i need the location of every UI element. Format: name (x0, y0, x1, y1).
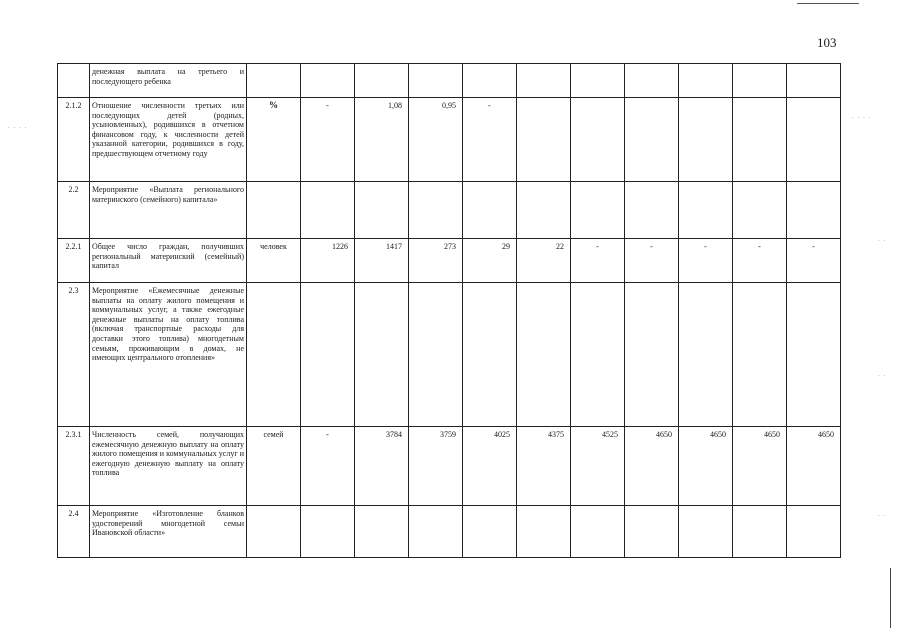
value-cell (679, 182, 733, 239)
value-cell (355, 64, 409, 98)
row-description: Мероприятие «Ежемесячные денежные выплаты на оплату жилого помещения и коммунальных услуг, а также ежегодные денежные выплаты на оплату топлива (включая транспортные расходы для доставки этого топлива) многодетным семьям, проживающим в домах, не имеющих центрального отопления» (90, 283, 247, 427)
value-cell (625, 98, 679, 182)
value-cell: 4650 (625, 427, 679, 506)
row-number: 2.4 (58, 506, 90, 558)
value-cell (409, 283, 463, 427)
value-cell (679, 98, 733, 182)
value-cell (571, 64, 625, 98)
row-unit: человек (247, 239, 301, 283)
row-number: 2.3.1 (58, 427, 90, 506)
value-cell: - (571, 239, 625, 283)
value-cell (571, 283, 625, 427)
value-cell: 4650 (787, 427, 841, 506)
value-cell: - (679, 239, 733, 283)
value-cell: 4525 (571, 427, 625, 506)
value-cell: 1417 (355, 239, 409, 283)
value-cell (733, 182, 787, 239)
row-unit (247, 506, 301, 558)
value-cell (355, 506, 409, 558)
value-cell (463, 182, 517, 239)
value-cell (787, 64, 841, 98)
value-cell: 4375 (517, 427, 571, 506)
table-row (58, 283, 841, 427)
value-cell: - (733, 239, 787, 283)
value-cell: 273 (409, 239, 463, 283)
table-row (58, 427, 841, 506)
value-cell: 1226 (301, 239, 355, 283)
row-unit: семей (247, 427, 301, 506)
value-cell (625, 64, 679, 98)
value-cell (301, 283, 355, 427)
indicators-table (57, 63, 841, 558)
value-cell (517, 64, 571, 98)
value-cell (463, 283, 517, 427)
value-cell (517, 283, 571, 427)
value-cell (517, 182, 571, 239)
value-cell (517, 98, 571, 182)
value-cell: 4650 (679, 427, 733, 506)
table-row (58, 64, 841, 98)
row-unit (247, 64, 301, 98)
value-cell (571, 182, 625, 239)
value-cell (625, 283, 679, 427)
value-cell (787, 182, 841, 239)
value-cell (301, 64, 355, 98)
row-number: 2.3 (58, 283, 90, 427)
row-description: Численность семей, получающих ежемесячную денежную выплату на оплату жилого помещения и коммунальных услуг и ежегодную денежную выплату на оплату топлива (90, 427, 247, 506)
row-unit: % (247, 98, 301, 182)
value-cell: - (625, 239, 679, 283)
row-description: Общее число граждан, получивших региональный материнский (семейный) капитал (90, 239, 247, 283)
table-row (58, 182, 841, 239)
value-cell (787, 506, 841, 558)
value-cell (463, 64, 517, 98)
value-cell: 0,95 (409, 98, 463, 182)
table-row (58, 506, 841, 558)
row-description: Отношение численности третьих или последующих детей (родных, усыновленных), родившихся в отчетном финансовом году, к численности детей указанной категории, родившихся в году, предшествующем отчетному году (90, 98, 247, 182)
value-cell (301, 182, 355, 239)
page-number: 103 (817, 35, 837, 50)
row-number: 2.2.1 (58, 239, 90, 283)
value-cell (409, 182, 463, 239)
row-number: 2.1.2 (58, 98, 90, 182)
value-cell (625, 182, 679, 239)
value-cell (571, 98, 625, 182)
value-cell (733, 98, 787, 182)
table-row (58, 239, 841, 283)
row-number (58, 64, 90, 98)
value-cell (625, 506, 679, 558)
value-cell (679, 506, 733, 558)
value-cell (787, 98, 841, 182)
value-cell: 4650 (733, 427, 787, 506)
value-cell: - (463, 98, 517, 182)
row-unit (247, 283, 301, 427)
row-unit (247, 182, 301, 239)
value-cell: - (787, 239, 841, 283)
value-cell (517, 506, 571, 558)
value-cell (733, 283, 787, 427)
value-cell (733, 64, 787, 98)
value-cell (409, 64, 463, 98)
value-cell (355, 283, 409, 427)
value-cell (733, 506, 787, 558)
value-cell (679, 283, 733, 427)
value-cell: - (301, 98, 355, 182)
row-number: 2.2 (58, 182, 90, 239)
row-description: денежная выплата на третьего и последующего ребенка (90, 64, 247, 98)
value-cell: 29 (463, 239, 517, 283)
value-cell: - (301, 427, 355, 506)
table-row (58, 98, 841, 182)
value-cell (355, 182, 409, 239)
row-description: Мероприятие «Изготовление бланков удостоверений многодетной семьи Ивановской области» (90, 506, 247, 558)
value-cell (787, 283, 841, 427)
value-cell (679, 64, 733, 98)
row-description: Мероприятие «Выплата регионального материнского (семейного) капитала» (90, 182, 247, 239)
value-cell (463, 506, 517, 558)
value-cell: 3784 (355, 427, 409, 506)
value-cell: 3759 (409, 427, 463, 506)
value-cell: 22 (517, 239, 571, 283)
value-cell: 4025 (463, 427, 517, 506)
value-cell (409, 506, 463, 558)
value-cell: 1,08 (355, 98, 409, 182)
top-rule (797, 3, 859, 4)
page-edge-line (890, 568, 891, 628)
value-cell (571, 506, 625, 558)
value-cell (301, 506, 355, 558)
